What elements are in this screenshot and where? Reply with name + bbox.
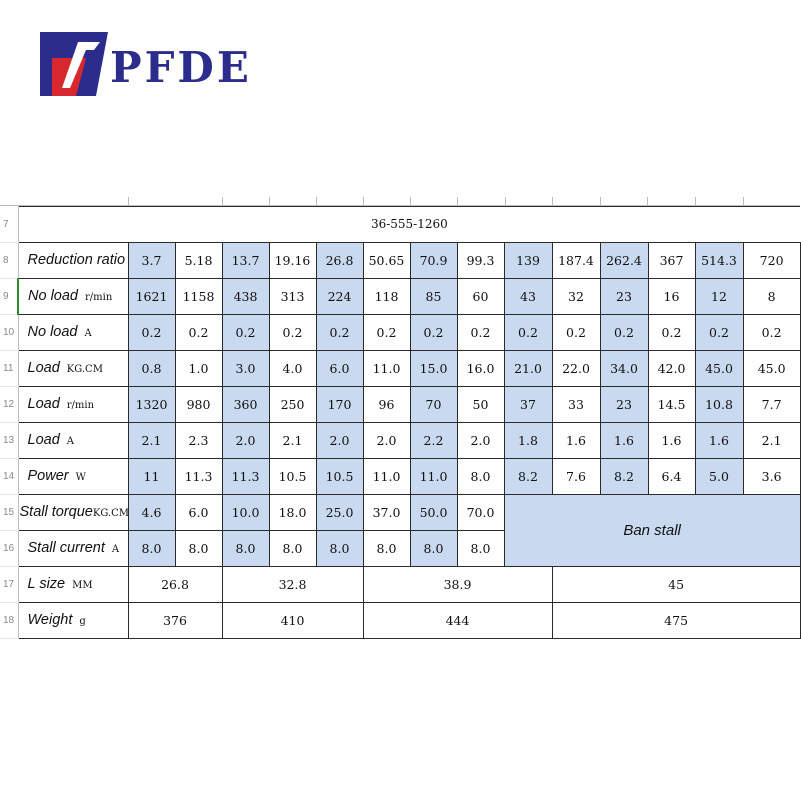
row-label-cell[interactable] xyxy=(18,314,128,350)
row-label: Power xyxy=(27,468,69,484)
data-cell[interactable]: 6.0 xyxy=(316,350,363,386)
data-cell[interactable]: 60 xyxy=(457,278,504,314)
data-cell[interactable]: 980 xyxy=(175,386,222,422)
data-cell[interactable]: 10.0 xyxy=(222,494,269,530)
row-number: 7 xyxy=(0,207,18,243)
data-cell[interactable]: 18.0 xyxy=(269,494,316,530)
data-cell[interactable]: 11.0 xyxy=(410,458,457,494)
row-label-cell[interactable] xyxy=(18,494,128,530)
data-cell[interactable]: 85 xyxy=(410,278,457,314)
row-label: No load xyxy=(28,288,78,304)
data-cell[interactable]: 1320 xyxy=(128,386,175,422)
data-cell[interactable]: 11.3 xyxy=(222,458,269,494)
row-number: 16 xyxy=(0,530,18,566)
data-cell[interactable]: 50.65 xyxy=(363,242,410,278)
data-cell[interactable]: 45.0 xyxy=(695,350,743,386)
data-cell[interactable]: 45 xyxy=(552,566,800,602)
data-cell[interactable]: 250 xyxy=(269,386,316,422)
data-cell[interactable]: 8.0 xyxy=(457,458,504,494)
row-label: Stall torque xyxy=(19,504,93,520)
data-cell[interactable]: 8.0 xyxy=(363,530,410,566)
data-cell[interactable]: 99.3 xyxy=(457,242,504,278)
table-row xyxy=(0,422,800,458)
data-cell[interactable]: 7.6 xyxy=(552,458,600,494)
data-cell[interactable]: 1.6 xyxy=(695,422,743,458)
data-cell[interactable]: 43 xyxy=(504,278,552,314)
data-cell[interactable]: 7.7 xyxy=(743,386,800,422)
data-cell[interactable]: 2.1 xyxy=(128,422,175,458)
model-title[interactable]: 36-555-1260 xyxy=(18,207,800,243)
data-cell[interactable]: 5.0 xyxy=(695,458,743,494)
table-row xyxy=(0,278,800,314)
row-label-cell[interactable] xyxy=(18,350,128,386)
row-number: 12 xyxy=(0,386,18,422)
data-cell[interactable]: 3.6 xyxy=(743,458,800,494)
data-cell[interactable]: 1.8 xyxy=(504,422,552,458)
logo-text: PFDE xyxy=(110,43,252,92)
data-cell[interactable]: 2.0 xyxy=(222,422,269,458)
data-cell[interactable]: 45.0 xyxy=(743,350,800,386)
data-cell[interactable]: 0.2 xyxy=(648,314,695,350)
data-cell[interactable]: 0.2 xyxy=(175,314,222,350)
data-cell[interactable]: 96 xyxy=(363,386,410,422)
data-cell[interactable]: 33 xyxy=(552,386,600,422)
spec-spreadsheet xyxy=(0,197,800,639)
data-cell[interactable]: 3.0 xyxy=(222,350,269,386)
data-cell[interactable]: 8.0 xyxy=(410,530,457,566)
data-cell[interactable]: 1.6 xyxy=(600,422,648,458)
row-unit: A xyxy=(84,328,92,339)
data-cell[interactable]: 21.0 xyxy=(504,350,552,386)
data-cell[interactable]: 0.2 xyxy=(552,314,600,350)
data-cell[interactable]: 1158 xyxy=(175,278,222,314)
data-cell[interactable]: 26.8 xyxy=(128,566,222,602)
row-label-cell[interactable] xyxy=(18,458,128,494)
data-cell[interactable]: 170 xyxy=(316,386,363,422)
data-cell[interactable]: 8.0 xyxy=(128,530,175,566)
data-cell[interactable]: 4.0 xyxy=(269,350,316,386)
data-cell[interactable]: 11.0 xyxy=(363,458,410,494)
row-label: Load xyxy=(27,432,60,448)
data-cell[interactable]: 11 xyxy=(128,458,175,494)
row-label-cell[interactable] xyxy=(18,422,128,458)
data-cell[interactable]: 2.2 xyxy=(410,422,457,458)
data-cell[interactable]: 514.3 xyxy=(695,242,743,278)
data-cell[interactable]: 1.0 xyxy=(175,350,222,386)
data-cell[interactable]: 23 xyxy=(600,386,648,422)
data-cell[interactable]: 22.0 xyxy=(552,350,600,386)
data-cell[interactable]: 360 xyxy=(222,386,269,422)
row-unit: g xyxy=(79,616,86,627)
data-cell[interactable]: 26.8 xyxy=(316,242,363,278)
data-cell[interactable]: 13.7 xyxy=(222,242,269,278)
data-cell[interactable]: 70.9 xyxy=(410,242,457,278)
data-cell[interactable]: 2.0 xyxy=(457,422,504,458)
data-cell[interactable]: 10.5 xyxy=(316,458,363,494)
ban-stall-cell[interactable]: Ban stall xyxy=(504,494,800,566)
data-cell[interactable]: 8.2 xyxy=(504,458,552,494)
data-cell[interactable]: 0.2 xyxy=(222,314,269,350)
data-cell[interactable]: 8.0 xyxy=(457,530,504,566)
table-row xyxy=(0,386,800,422)
row-unit: r/min xyxy=(84,292,113,303)
pfde-logo xyxy=(40,30,252,98)
data-cell[interactable]: 438 xyxy=(222,278,269,314)
row-label-cell[interactable] xyxy=(18,602,128,638)
data-cell[interactable]: 0.2 xyxy=(269,314,316,350)
row-unit: KG.CM xyxy=(92,508,130,519)
data-cell[interactable]: 0.2 xyxy=(410,314,457,350)
table-row xyxy=(0,314,800,350)
data-cell[interactable]: 14.5 xyxy=(648,386,695,422)
data-cell[interactable]: 16.0 xyxy=(457,350,504,386)
row-unit: r/min xyxy=(66,400,95,411)
data-cell[interactable]: 475 xyxy=(552,602,800,638)
data-cell[interactable]: 2.1 xyxy=(743,422,800,458)
data-cell[interactable]: 0.2 xyxy=(600,314,648,350)
row-number: 13 xyxy=(0,422,18,458)
data-cell[interactable]: 10.5 xyxy=(269,458,316,494)
row-unit: W xyxy=(75,472,86,483)
row-label-cell[interactable] xyxy=(18,530,128,566)
data-cell[interactable]: 187.4 xyxy=(552,242,600,278)
data-cell[interactable]: 11.3 xyxy=(175,458,222,494)
data-cell[interactable]: 8.2 xyxy=(600,458,648,494)
data-cell[interactable]: 34.0 xyxy=(600,350,648,386)
data-cell[interactable]: 139 xyxy=(504,242,552,278)
data-cell[interactable]: 118 xyxy=(363,278,410,314)
data-cell[interactable]: 23 xyxy=(600,278,648,314)
row-number: 17 xyxy=(0,566,18,602)
data-cell[interactable]: 2.3 xyxy=(175,422,222,458)
data-cell[interactable]: 12 xyxy=(695,278,743,314)
data-cell[interactable]: 38.9 xyxy=(363,566,552,602)
row-label: No load xyxy=(27,324,78,340)
data-cell[interactable]: 376 xyxy=(128,602,222,638)
data-cell[interactable]: 720 xyxy=(743,242,800,278)
data-cell[interactable]: 1.6 xyxy=(552,422,600,458)
table-row xyxy=(0,207,800,243)
data-cell[interactable]: 0.2 xyxy=(695,314,743,350)
pfde-logo-mark xyxy=(40,30,252,98)
data-cell[interactable]: 37.0 xyxy=(363,494,410,530)
table-row xyxy=(0,350,800,386)
row-number: 9 xyxy=(0,278,18,314)
table-row xyxy=(0,242,800,278)
data-cell[interactable]: 19.16 xyxy=(269,242,316,278)
column-header-strip xyxy=(0,197,800,206)
row-unit: A xyxy=(111,544,120,555)
data-cell[interactable]: 25.0 xyxy=(316,494,363,530)
table-row xyxy=(0,566,800,602)
data-cell[interactable]: 0.2 xyxy=(504,314,552,350)
row-label: Reduction ratio xyxy=(27,252,126,268)
data-cell[interactable]: 410 xyxy=(222,602,363,638)
row-label: Load xyxy=(27,396,60,412)
row-label-cell[interactable] xyxy=(18,242,128,278)
row-label-cell[interactable] xyxy=(18,566,128,602)
row-unit: A xyxy=(66,436,74,447)
row-number: 8 xyxy=(0,242,18,278)
data-cell[interactable]: 15.0 xyxy=(410,350,457,386)
data-cell[interactable]: 313 xyxy=(269,278,316,314)
data-cell[interactable]: 6.4 xyxy=(648,458,695,494)
data-cell[interactable]: 367 xyxy=(648,242,695,278)
data-cell[interactable]: 37 xyxy=(504,386,552,422)
row-label: Weight xyxy=(27,612,73,628)
row-label-cell[interactable] xyxy=(18,386,128,422)
row-label: Load xyxy=(27,360,60,376)
row-unit: MM xyxy=(72,580,93,591)
table-row xyxy=(0,602,800,638)
spec-table xyxy=(0,206,801,639)
data-cell[interactable]: 70 xyxy=(410,386,457,422)
data-cell[interactable]: 224 xyxy=(316,278,363,314)
data-cell[interactable]: 4.6 xyxy=(128,494,175,530)
data-cell[interactable]: 8.0 xyxy=(316,530,363,566)
row-number: 11 xyxy=(0,350,18,386)
row-number: 10 xyxy=(0,314,18,350)
data-cell[interactable]: 32.8 xyxy=(222,566,363,602)
row-unit: KG.CM xyxy=(66,364,103,375)
data-cell[interactable]: 11.0 xyxy=(363,350,410,386)
data-cell[interactable]: 8.0 xyxy=(222,530,269,566)
table-row xyxy=(0,458,800,494)
data-cell[interactable]: 0.2 xyxy=(316,314,363,350)
row-number: 14 xyxy=(0,458,18,494)
data-cell[interactable]: 0.2 xyxy=(128,314,175,350)
data-cell[interactable]: 1621 xyxy=(128,278,175,314)
data-cell[interactable]: 0.8 xyxy=(128,350,175,386)
data-cell[interactable]: 8.0 xyxy=(175,530,222,566)
data-cell[interactable]: 2.0 xyxy=(363,422,410,458)
data-cell[interactable]: 32 xyxy=(552,278,600,314)
data-cell[interactable]: 50.0 xyxy=(410,494,457,530)
data-cell[interactable]: 70.0 xyxy=(457,494,504,530)
row-number: 15 xyxy=(0,494,18,530)
data-cell[interactable]: 8.0 xyxy=(269,530,316,566)
data-cell[interactable]: 1.6 xyxy=(648,422,695,458)
data-cell[interactable]: 3.7 xyxy=(128,242,175,278)
row-label-cell[interactable] xyxy=(18,278,128,314)
data-cell[interactable]: 50 xyxy=(457,386,504,422)
data-cell[interactable]: 5.18 xyxy=(175,242,222,278)
data-cell[interactable]: 16 xyxy=(648,278,695,314)
data-cell[interactable]: 6.0 xyxy=(175,494,222,530)
data-cell[interactable]: 2.1 xyxy=(269,422,316,458)
row-number: 18 xyxy=(0,602,18,638)
data-cell[interactable]: 8 xyxy=(743,278,800,314)
row-label: L size xyxy=(27,576,66,592)
data-cell[interactable]: 0.2 xyxy=(363,314,410,350)
data-cell[interactable]: 262.4 xyxy=(600,242,648,278)
data-cell[interactable]: 0.2 xyxy=(743,314,800,350)
data-cell[interactable]: 10.8 xyxy=(695,386,743,422)
row-label: Stall current xyxy=(27,540,105,556)
data-cell[interactable]: 2.0 xyxy=(316,422,363,458)
data-cell[interactable]: 42.0 xyxy=(648,350,695,386)
data-cell[interactable]: 0.2 xyxy=(457,314,504,350)
data-cell[interactable]: 444 xyxy=(363,602,552,638)
table-row xyxy=(0,494,800,530)
